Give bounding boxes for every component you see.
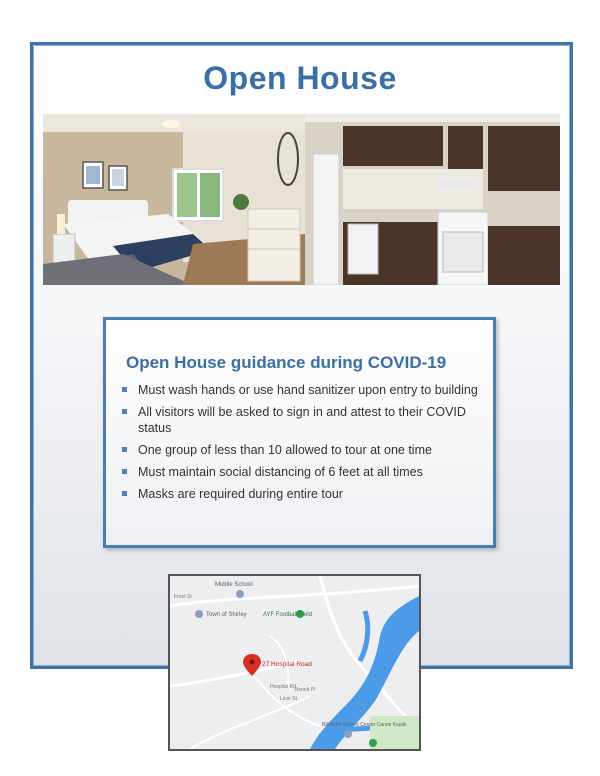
map-place-label: AYF Football Field xyxy=(263,612,312,618)
bullet-icon xyxy=(122,447,127,452)
guidance-heading: Open House guidance during COVID-19 xyxy=(126,353,447,372)
bullet-icon xyxy=(122,491,127,496)
bullet-icon xyxy=(122,387,127,392)
map-place-label: Town of Shirley xyxy=(206,612,247,618)
map-street-label: Front St xyxy=(174,594,192,600)
list-item: One group of less than 10 allowed to tour at one time xyxy=(120,442,480,458)
map-street-label: Love St xyxy=(280,696,297,702)
map-pin-label: 27 Hospital Road xyxy=(262,661,312,668)
covid-guidance-box xyxy=(103,317,496,548)
map-place-label: Middle School xyxy=(215,582,253,588)
map-street-label: Hospital Rd xyxy=(270,684,296,690)
list-item: Must wash hands or use hand sanitizer upon entry to building xyxy=(120,382,480,398)
list-item: Must maintain social distancing of 6 feet at all times xyxy=(120,464,480,480)
bullet-icon xyxy=(122,469,127,474)
guidance-list xyxy=(120,382,480,508)
apartment-photo xyxy=(43,114,560,285)
map-street-label: Benoit Pl xyxy=(295,687,316,693)
page-title: Open House xyxy=(203,60,397,96)
list-item: All visitors will be asked to sign in and attest to their COVID status xyxy=(120,404,480,436)
bullet-icon xyxy=(122,409,127,414)
location-map xyxy=(168,574,421,751)
list-item: Masks are required during entire tour xyxy=(120,486,480,502)
map-place-label: Bill Ashe Visitors Center Canoe Kayak xyxy=(322,722,407,728)
